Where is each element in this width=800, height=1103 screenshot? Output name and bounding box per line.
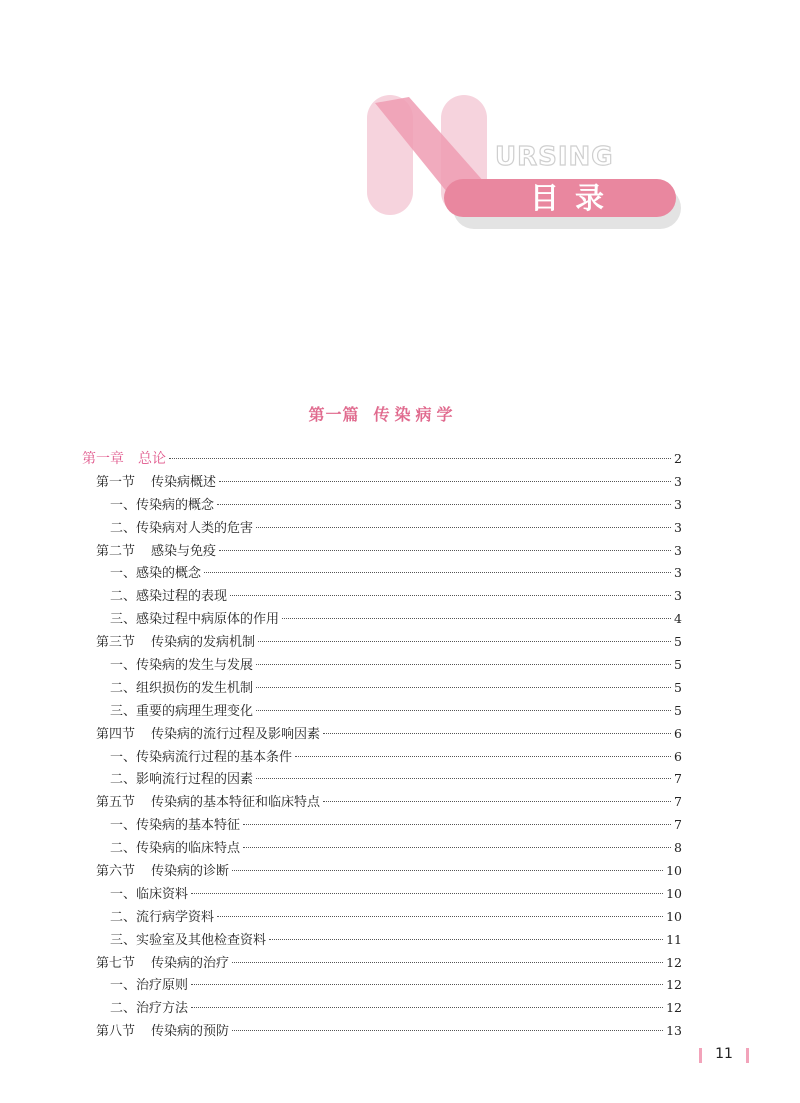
toc-item-row[interactable] [82, 562, 682, 585]
part-heading [0, 402, 766, 425]
toc-dot-leader [295, 756, 671, 757]
toc-dot-leader [256, 710, 671, 711]
toc-section-row[interactable] [82, 723, 682, 746]
toc-entry-label: 二、 [110, 772, 137, 788]
toc-dot-leader [219, 550, 671, 551]
nursing-logo-text: URSING [495, 142, 614, 172]
toc-entry-title: 传染病流行过程的基本条件 [136, 749, 293, 765]
toc-dot-leader [191, 893, 663, 894]
toc-entry-label: 一、 [110, 978, 137, 994]
toc-dot-leader [230, 595, 671, 596]
toc-entry-title: 传染病的基本特征 [136, 818, 241, 834]
toc-entry-label: 二、 [110, 680, 137, 696]
toc-section-row[interactable] [82, 952, 682, 975]
part-label: 第一篇 [308, 405, 360, 424]
toc-entry-title: 传染病的发病机制 [151, 635, 256, 651]
toc-entry-label: 三、 [110, 612, 137, 628]
toc-item-row[interactable] [82, 517, 682, 540]
toc-item-row[interactable] [82, 814, 682, 837]
toc-dot-leader [191, 1007, 663, 1008]
toc-page-number: 3 [674, 542, 682, 558]
toc-entry-title: 传染病概述 [151, 474, 217, 490]
toc-entry-label: 第六节 [96, 864, 136, 880]
toc-entry-label: 三、 [110, 703, 137, 719]
toc-item-row[interactable] [82, 746, 682, 769]
toc-page-number: 8 [674, 840, 682, 856]
toc-dot-leader [191, 984, 663, 985]
toc-entry-label: 一、 [110, 749, 137, 765]
toc-entry-title: 临床资料 [136, 886, 189, 902]
toc-page-number: 11 [666, 931, 682, 947]
toc-item-row[interactable] [82, 837, 682, 860]
toc-entry-label: 二、 [110, 909, 137, 925]
toc-item-row[interactable] [82, 585, 682, 608]
toc-section-row[interactable] [82, 791, 682, 814]
toc-item-row[interactable] [82, 997, 682, 1020]
page-title: 目录 [529, 181, 620, 215]
toc-section-row[interactable] [82, 1020, 682, 1043]
toc-page-number: 5 [674, 702, 682, 718]
toc-page-number: 12 [666, 954, 682, 970]
toc-entry-title: 传染病的临床特点 [136, 841, 241, 857]
toc-page-number: 10 [666, 863, 682, 879]
toc-entry-title: 治疗原则 [136, 978, 189, 994]
toc-entry-title: 传染病的基本特征和临床特点 [151, 795, 321, 811]
toc-page-number: 3 [674, 473, 682, 489]
toc-page-number: 4 [674, 611, 682, 627]
toc-chapter-row[interactable] [82, 448, 682, 471]
toc-entry-label: 第一节 [96, 474, 136, 490]
toc-entry-title: 组织损伤的发生机制 [136, 680, 254, 696]
toc-entry-title: 传染病的发生与发展 [136, 658, 254, 674]
toc-entry-label: 第一章 [82, 451, 124, 467]
toc-section-row[interactable] [82, 471, 682, 494]
toc-page-number: 7 [674, 794, 682, 810]
toc-page-number: 3 [674, 588, 682, 604]
toc-item-row[interactable] [82, 883, 682, 906]
toc-entry-title: 感染与免疫 [151, 543, 217, 559]
part-name: 传染病学 [373, 405, 458, 424]
toc-page-number: 6 [674, 748, 682, 764]
toc-page-number: 12 [666, 977, 682, 993]
toc-page-number: 7 [674, 817, 682, 833]
toc-entry-label: 第四节 [96, 726, 136, 742]
toc-entry-label: 一、 [110, 497, 137, 513]
toc-section-row[interactable] [82, 540, 682, 563]
toc-page-number: 12 [666, 1000, 682, 1016]
toc-dot-leader [217, 916, 663, 917]
toc-dot-leader [217, 504, 671, 505]
toc-page-number: 6 [674, 725, 682, 741]
toc-item-row[interactable] [82, 974, 682, 997]
page-number-bar-right [746, 1048, 749, 1063]
page-number: 11 [715, 1046, 733, 1062]
toc-page-number: 3 [674, 496, 682, 512]
toc-page-number: 7 [674, 771, 682, 787]
toc-item-row[interactable] [82, 929, 682, 952]
toc-page-number: 2 [674, 451, 682, 466]
toc-item-row[interactable] [82, 608, 682, 631]
toc-dot-leader [269, 939, 663, 940]
toc-section-row[interactable] [82, 631, 682, 654]
toc-entry-label: 第二节 [96, 543, 136, 559]
toc-entry-title: 流行病学资料 [136, 909, 215, 925]
toc-section-row[interactable] [82, 860, 682, 883]
toc-entry-title: 传染病对人类的危害 [136, 520, 254, 536]
toc-dot-leader [232, 1030, 663, 1031]
toc-entry-label: 二、 [110, 1001, 137, 1017]
toc-page-number: 10 [666, 908, 682, 924]
toc-entry-label: 第五节 [96, 795, 136, 811]
toc-dot-leader [243, 847, 671, 848]
toc-entry-label: 三、 [110, 932, 137, 948]
toc-entry-label: 二、 [110, 589, 137, 605]
toc-dot-leader [256, 687, 671, 688]
toc-entry-title: 传染病的预防 [151, 1024, 230, 1040]
toc-entry-title: 传染病的治疗 [151, 955, 230, 971]
toc-dot-leader [256, 664, 671, 665]
toc-entry-label: 二、 [110, 841, 137, 857]
toc-dot-leader [204, 572, 671, 573]
toc-dot-leader [323, 801, 671, 802]
toc-entry-title: 感染过程中病原体的作用 [136, 612, 280, 628]
toc-page-number: 3 [674, 519, 682, 535]
toc-entry-title: 传染病的概念 [136, 497, 215, 513]
toc-entry-label: 第三节 [96, 635, 136, 651]
toc-item-row[interactable] [82, 768, 682, 791]
toc-dot-leader [219, 481, 671, 482]
toc-item-row[interactable] [82, 700, 682, 723]
toc-entry-label: 第八节 [96, 1024, 136, 1040]
toc-entry-title: 治疗方法 [136, 1001, 189, 1017]
toc-entry-title: 重要的病理生理变化 [136, 703, 254, 719]
toc-entry-title: 感染过程的表现 [136, 589, 228, 605]
toc-entry-label: 一、 [110, 658, 137, 674]
toc-dot-leader [256, 778, 671, 779]
toc-entry-title: 传染病的诊断 [151, 864, 230, 880]
toc-page-number: 5 [674, 657, 682, 673]
toc-entry-label: 一、 [110, 886, 137, 902]
toc-page-number: 5 [674, 634, 682, 650]
toc-entry-title: 实验室及其他检查资料 [136, 932, 267, 948]
toc-item-row[interactable] [82, 906, 682, 929]
toc-dot-leader [256, 527, 671, 528]
toc-entry-label: 一、 [110, 566, 137, 582]
toc-item-row[interactable] [82, 677, 682, 700]
toc-entry-label: 第七节 [96, 955, 136, 971]
toc-entry-title: 总论 [138, 451, 166, 467]
table-of-contents [82, 448, 682, 1043]
toc-dot-leader [282, 618, 671, 619]
toc-dot-leader [232, 870, 663, 871]
toc-page-number: 3 [674, 565, 682, 581]
toc-dot-leader [323, 733, 671, 734]
toc-entry-label: 二、 [110, 520, 137, 536]
toc-entry-title: 影响流行过程的因素 [136, 772, 254, 788]
toc-page-number: 10 [666, 885, 682, 901]
toc-page-number: 13 [666, 1023, 682, 1039]
toc-dot-leader [243, 824, 671, 825]
toc-item-row[interactable] [82, 654, 682, 677]
toc-item-row[interactable] [82, 494, 682, 517]
toc-entry-title: 感染的概念 [136, 566, 202, 582]
toc-dot-leader [258, 641, 671, 642]
toc-entry-title: 传染病的流行过程及影响因素 [151, 726, 321, 742]
toc-page-number: 5 [674, 679, 682, 695]
toc-dot-leader [169, 458, 671, 459]
page-number-box [696, 1046, 752, 1064]
toc-dot-leader [232, 962, 663, 963]
toc-entry-label: 一、 [110, 818, 137, 834]
